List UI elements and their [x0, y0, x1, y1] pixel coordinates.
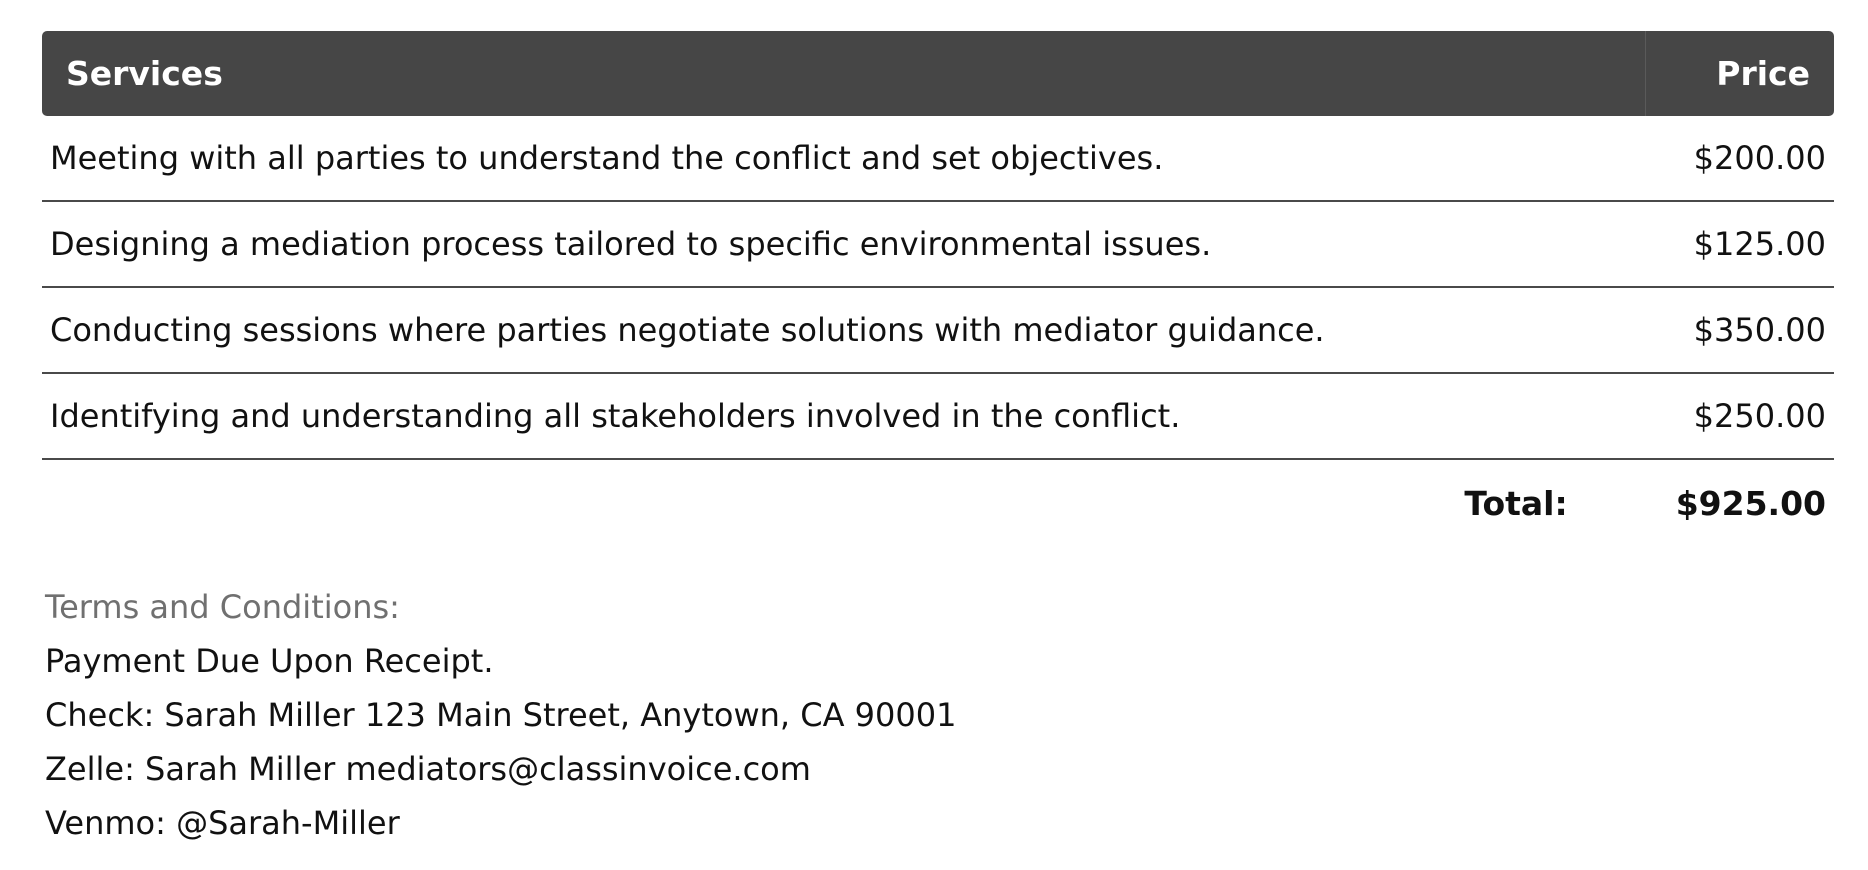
total-value: $925.00 [1675, 483, 1826, 523]
terms-line-venmo: Venmo: @Sarah-Miller [45, 804, 400, 842]
terms-heading: Terms and Conditions: [45, 588, 400, 626]
table-row [42, 288, 1834, 374]
total-label: Total: [1464, 483, 1568, 523]
terms-line-payment-due: Payment Due Upon Receipt. [45, 642, 494, 680]
terms-line-check: Check: Sarah Miller 123 Main Street, Anytown, CA 90001 [45, 696, 957, 734]
total-row [42, 460, 1834, 546]
table-row [42, 202, 1834, 288]
services-table [42, 31, 1834, 546]
service-price: $200.00 [1693, 139, 1826, 177]
service-description: Conducting sessions where parties negotiate solutions with mediator guidance. [50, 311, 1325, 349]
service-description: Designing a mediation process tailored to specific environmental issues. [50, 225, 1212, 263]
service-price: $125.00 [1693, 225, 1826, 263]
price-column-header: Price [1645, 31, 1834, 116]
terms-line-zelle: Zelle: Sarah Miller mediators@classinvoice.com [45, 750, 811, 788]
service-price: $350.00 [1693, 311, 1826, 349]
terms-section [45, 580, 956, 850]
table-header [42, 31, 1834, 116]
table-row [42, 374, 1834, 460]
table-row [42, 116, 1834, 202]
services-column-header: Services [66, 54, 223, 93]
service-price: $250.00 [1693, 397, 1826, 435]
service-description: Meeting with all parties to understand the conflict and set objectives. [50, 139, 1164, 177]
service-description: Identifying and understanding all stakeholders involved in the conflict. [50, 397, 1181, 435]
